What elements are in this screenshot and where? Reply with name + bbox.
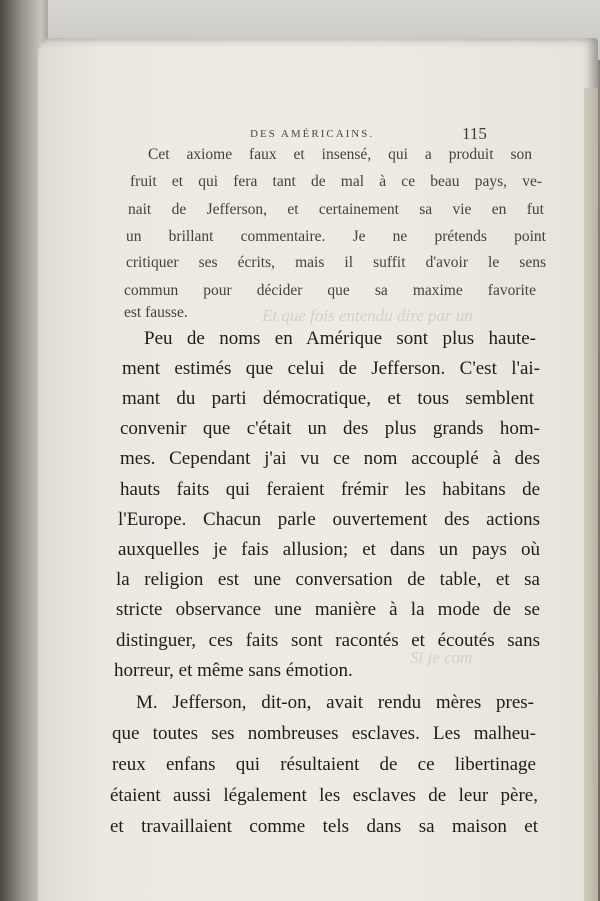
text-line: commun pour décider que sa maxime favorite xyxy=(124,282,536,299)
text-line: convenir que c'était un des plus grands hom- xyxy=(120,418,540,439)
bleed-through-text: Si je com xyxy=(410,648,473,667)
text-line: un brillant commentaire. Je ne prétends point xyxy=(126,228,546,245)
text-line: fruit et qui fera tant de mal à ce beau pays, ve- xyxy=(130,173,542,190)
page-number: 115 xyxy=(462,124,487,143)
text-line: critiquer ses écrits, mais il suffit d'avoir le sens xyxy=(126,254,546,271)
text-line: hauts faits qui feraient frémir les habitans de xyxy=(120,479,540,500)
text-line: l'Europe. Chacun parle ouvertement des actions xyxy=(118,509,540,530)
text-line: Cet axiome faux et insensé, qui a produit son xyxy=(148,146,532,163)
text-line: nait de Jefferson, et certainement sa vie en fut xyxy=(128,201,544,218)
text-line: est fausse. xyxy=(124,304,188,321)
text-line: distinguer, ces faits sont racontés et écoutés sans xyxy=(116,630,540,651)
text-line: reux enfans qui résultaient de ce libertinage xyxy=(112,754,536,775)
text-line: que toutes ses nombreuses esclaves. Les malheu- xyxy=(112,723,536,744)
text-line: auxquelles je fais allusion; et dans un pays où xyxy=(118,539,540,560)
text-line: horreur, et même sans émotion. xyxy=(114,660,353,681)
text-line: et travaillaient comme tels dans sa maison et xyxy=(110,816,538,837)
running-head: DES AMÉRICAINS. xyxy=(250,128,375,140)
text-line: mes. Cependant j'ai vu ce nom accouplé à des xyxy=(120,448,540,469)
text-line: étaient aussi légalement les esclaves de leur père, xyxy=(110,785,538,806)
text-line: ment estimés que celui de Jefferson. C'est l'ai- xyxy=(122,358,540,379)
page-edge xyxy=(584,88,598,901)
text-line: la religion est une conversation de table, et sa xyxy=(116,569,540,590)
text-line: M. Jefferson, dit-on, avait rendu mères pres- xyxy=(136,692,534,713)
text-line: mant du parti démocratique, et tous semblent xyxy=(122,388,534,409)
text-line: Peu de noms en Amérique sont plus haute- xyxy=(144,328,536,349)
text-line: stricte observance une manière à la mode de se xyxy=(116,599,540,620)
bleed-through-text: Et que fois entendu dire par un xyxy=(262,306,473,325)
